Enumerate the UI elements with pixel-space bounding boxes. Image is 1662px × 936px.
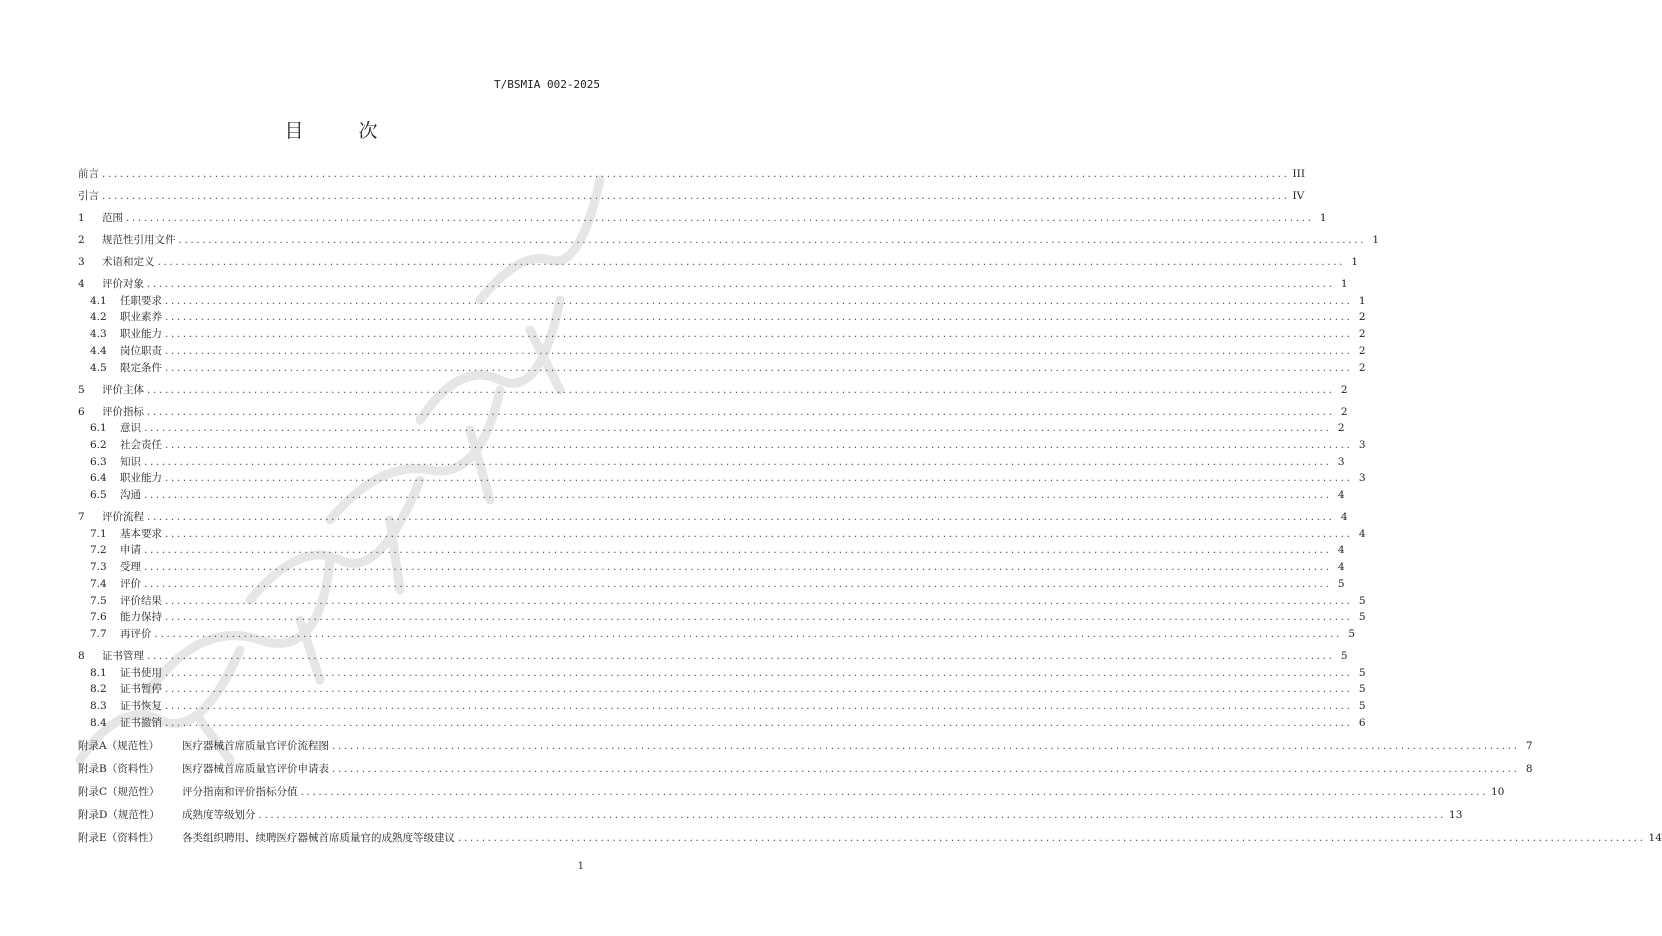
toc-entry-page: 2 xyxy=(1358,361,1366,374)
toc-entry-label: 规范性引用文件 xyxy=(102,234,176,246)
toc-dot-leader: ........................................................................................................................................................................................................ xyxy=(258,808,1447,821)
toc-dot-leader: ........................................................................................................................................................................................................ xyxy=(165,328,1353,341)
toc-entry-page: 7 xyxy=(1525,739,1533,752)
toc-entry-page: 1 xyxy=(1358,294,1366,307)
toc-entry[interactable] xyxy=(78,830,1662,846)
toc-dot-leader: ........................................................................................................................................................................................................ xyxy=(126,212,1314,224)
toc-entry-label: 评分指南和评价指标分值 xyxy=(182,785,298,798)
toc-entry-page: 4 xyxy=(1358,527,1366,540)
toc-entry[interactable] xyxy=(78,254,1359,270)
toc-dot-leader: ........................................................................................................................................................................................................ xyxy=(102,190,1290,202)
toc-dot-leader: ........................................................................................................................................................................................................ xyxy=(165,344,1353,357)
toc-entry-number: 3 xyxy=(78,256,85,268)
toc-entry-number: 附录E（资料性） xyxy=(78,831,160,844)
toc-entry-label: 职业能力 xyxy=(120,472,162,485)
toc-entry-label: 术语和定义 xyxy=(102,256,155,268)
toc-entry-number: 7.3 xyxy=(90,561,107,574)
toc-dot-leader: ........................................................................................................................................................................................................ xyxy=(178,234,1367,246)
toc-entry-page: 13 xyxy=(1449,808,1463,821)
toc-entry-page: 10 xyxy=(1491,785,1505,798)
toc-entry-page: 1 xyxy=(1340,278,1348,290)
toc-entry[interactable] xyxy=(78,784,1505,800)
toc-entry-number: 附录D（规范性） xyxy=(78,808,160,821)
toc-entry[interactable] xyxy=(90,526,1366,542)
toc-dot-leader: ........................................................................................................................................................................................................ xyxy=(165,716,1353,729)
toc-entry-page: 5 xyxy=(1348,627,1356,640)
toc-entry-number: 4 xyxy=(78,278,85,290)
toc-entry-label: 引言 xyxy=(78,190,99,202)
toc-entry-label: 证书管理 xyxy=(102,649,144,662)
toc-entry-label: 证书撤销 xyxy=(120,716,162,729)
toc-dot-leader: ........................................................................................................................................................................................................ xyxy=(157,256,1346,268)
toc-entry[interactable] xyxy=(90,437,1366,453)
toc-dot-leader: ........................................................................................................................................................................................................ xyxy=(165,683,1353,696)
toc-entry-number: 附录B（资料性） xyxy=(78,762,160,775)
toc-dot-leader: ........................................................................................................................................................................................................ xyxy=(144,544,1332,557)
toc-entry-label: 证书使用 xyxy=(120,666,162,679)
toc-dot-leader: ........................................................................................................................................................................................................ xyxy=(300,785,1489,798)
toc-entry-page: 4 xyxy=(1337,544,1345,557)
toc-entry-page: 3 xyxy=(1337,455,1345,468)
toc-entry[interactable] xyxy=(90,470,1366,486)
toc-entry[interactable] xyxy=(78,738,1533,754)
toc-entry-label: 职业素养 xyxy=(120,311,162,324)
toc-dot-leader: ........................................................................................................................................................................................................ xyxy=(144,455,1332,468)
toc-entry-page: 1 xyxy=(1372,234,1380,246)
toc-dot-leader: ........................................................................................................................................................................................................ xyxy=(165,438,1353,451)
toc-dot-leader: ........................................................................................................................................................................................................ xyxy=(165,666,1353,679)
toc-entry-number: 6.5 xyxy=(90,489,107,501)
toc-dot-leader: ........................................................................................................................................................................................................ xyxy=(165,361,1353,374)
toc-entry-label: 能力保持 xyxy=(120,611,162,624)
toc-entry[interactable] xyxy=(90,626,1356,642)
toc-entry-page: 8 xyxy=(1525,762,1533,775)
toc-dot-leader: ........................................................................................................................................................................................................ xyxy=(147,383,1335,396)
toc-dot-leader: ........................................................................................................................................................................................................ xyxy=(165,294,1353,307)
toc-entry-number: 8 xyxy=(78,649,85,662)
toc-entry-number: 7.6 xyxy=(90,611,107,624)
toc-entry-number: 7.2 xyxy=(90,544,107,557)
toc-entry-page: 1 xyxy=(1319,212,1327,224)
toc-entry[interactable] xyxy=(78,648,1348,664)
toc-dot-leader: ........................................................................................................................................................................................................ xyxy=(147,511,1335,523)
toc-entry-number: 8.4 xyxy=(90,716,107,729)
toc-entry-number: 6.2 xyxy=(90,438,107,451)
toc-entry[interactable] xyxy=(78,509,1348,525)
toc-entry[interactable] xyxy=(90,715,1366,731)
toc-dot-leader: ........................................................................................................................................................................................................ xyxy=(165,611,1353,624)
toc-entry-number: 4.4 xyxy=(90,344,107,357)
toc-entry-label: 意识 xyxy=(120,422,141,435)
toc-entry-page: 5 xyxy=(1358,666,1366,679)
toc-entry-label: 社会责任 xyxy=(120,438,162,451)
toc-entry-number: 8.2 xyxy=(90,683,107,696)
toc-dot-leader: ........................................................................................................................................................................................................ xyxy=(165,527,1353,540)
toc-entry[interactable] xyxy=(78,166,1305,182)
toc-entry-number: 7.5 xyxy=(90,594,107,607)
toc-entry-label: 岗位职责 xyxy=(120,344,162,357)
toc-entry-page: 5 xyxy=(1358,683,1366,696)
toc-entry-page: 2 xyxy=(1340,405,1348,418)
toc-dot-leader: ........................................................................................................................................................................................................ xyxy=(332,762,1520,775)
toc-entry-label: 前言 xyxy=(78,168,99,180)
toc-entry-label: 职业能力 xyxy=(120,328,162,341)
toc-entry-page: 5 xyxy=(1358,611,1366,624)
toc-entry-label: 评价流程 xyxy=(102,511,144,523)
toc-entry-page: 2 xyxy=(1358,328,1366,341)
toc-entry-number: 6 xyxy=(78,405,85,418)
toc-entry-page: 4 xyxy=(1337,561,1345,574)
toc-entry-number: 2 xyxy=(78,234,85,246)
toc-dot-leader: ........................................................................................................................................................................................................ xyxy=(144,489,1332,501)
toc-entry-label: 医疗器械首席质量官评价流程图 xyxy=(182,739,329,752)
toc-entry[interactable] xyxy=(90,609,1366,625)
toc-entry[interactable] xyxy=(90,698,1366,714)
toc-entry[interactable] xyxy=(90,576,1345,592)
page-number: 1 xyxy=(577,861,584,872)
toc-entry-number: 7.1 xyxy=(90,527,107,540)
toc-entry-label: 沟通 xyxy=(120,489,141,501)
toc-entry[interactable] xyxy=(78,276,1348,292)
toc-entry[interactable] xyxy=(78,232,1380,248)
toc-entry-label: 评价对象 xyxy=(102,278,144,290)
toc-entry[interactable] xyxy=(90,559,1345,575)
document-code: T/BSMIA 002-2025 xyxy=(494,78,600,91)
toc-entry-page: IV xyxy=(1292,190,1305,202)
toc-entry-page: 2 xyxy=(1340,383,1348,396)
page-title: 目 次 xyxy=(284,120,396,142)
toc-entry-label: 范围 xyxy=(102,212,123,224)
toc-dot-leader: ........................................................................................................................................................................................................ xyxy=(165,311,1353,324)
toc-entry[interactable] xyxy=(90,487,1345,503)
toc-entry-number: 附录C（规范性） xyxy=(78,785,160,798)
toc-entry[interactable] xyxy=(78,188,1305,204)
toc-entry-number: 5 xyxy=(78,383,85,396)
toc-entry-number: 6.4 xyxy=(90,472,107,485)
toc-entry-number: 8.3 xyxy=(90,700,107,712)
toc-dot-leader: ........................................................................................................................................................................................................ xyxy=(165,594,1353,607)
toc-entry-label: 受理 xyxy=(120,561,141,574)
toc-entry[interactable] xyxy=(90,326,1366,342)
toc-entry-label: 任职要求 xyxy=(120,294,162,307)
toc-dot-leader: ........................................................................................................................................................................................................ xyxy=(154,627,1343,640)
toc-entry-number: 6.1 xyxy=(90,422,107,435)
toc-entry[interactable] xyxy=(90,420,1345,436)
toc-entry-page: 6 xyxy=(1358,716,1366,729)
toc-entry-page: 5 xyxy=(1340,649,1348,662)
toc-dot-leader: ........................................................................................................................................................................................................ xyxy=(458,831,1646,844)
toc-dot-leader: ........................................................................................................................................................................................................ xyxy=(144,561,1332,574)
toc-entry[interactable] xyxy=(90,454,1345,470)
toc-entry-label: 评价指标 xyxy=(102,405,144,418)
toc-dot-leader: ........................................................................................................................................................................................................ xyxy=(102,168,1290,180)
toc-dot-leader: ........................................................................................................................................................................................................ xyxy=(147,278,1335,290)
toc-entry[interactable] xyxy=(78,404,1348,420)
toc-entry-page: 14 xyxy=(1648,831,1662,844)
toc-entry[interactable] xyxy=(90,343,1366,359)
toc-entry-number: 4.5 xyxy=(90,361,107,374)
toc-entry-label: 申请 xyxy=(120,544,141,557)
toc-entry[interactable] xyxy=(78,382,1348,398)
toc-entry-page: 5 xyxy=(1358,700,1366,712)
toc-entry-label: 基本要求 xyxy=(120,527,162,540)
toc-dot-leader: ........................................................................................................................................................................................................ xyxy=(165,472,1353,485)
toc-entry-label: 评价主体 xyxy=(102,383,144,396)
toc-entry[interactable] xyxy=(90,593,1366,609)
toc-entry-label: 评价 xyxy=(120,577,141,590)
toc-entry[interactable] xyxy=(78,761,1533,777)
toc-dot-leader: ........................................................................................................................................................................................................ xyxy=(144,422,1332,435)
toc-entry-page: 4 xyxy=(1337,489,1345,501)
toc-entry-page: III xyxy=(1292,168,1305,180)
toc-entry-number: 4.1 xyxy=(90,294,107,307)
toc-entry-page: 2 xyxy=(1337,422,1345,435)
toc-dot-leader: ........................................................................................................................................................................................................ xyxy=(147,405,1335,418)
toc-entry-number: 7.7 xyxy=(90,627,107,640)
toc-dot-leader: ........................................................................................................................................................................................................ xyxy=(332,739,1520,752)
toc-entry[interactable] xyxy=(90,360,1366,376)
toc-entry-number: 附录A（规范性） xyxy=(78,739,160,752)
toc-entry-page: 2 xyxy=(1358,344,1366,357)
toc-entry-page: 3 xyxy=(1358,438,1366,451)
toc-dot-leader: ........................................................................................................................................................................................................ xyxy=(147,649,1335,662)
toc-entry-number: 6.3 xyxy=(90,455,107,468)
toc-entry-page: 5 xyxy=(1337,577,1345,590)
toc-entry-number: 7.4 xyxy=(90,577,107,590)
toc-entry[interactable] xyxy=(90,681,1366,697)
toc-entry[interactable] xyxy=(90,542,1345,558)
toc-entry-number: 1 xyxy=(78,212,85,224)
toc-entry[interactable] xyxy=(78,807,1463,823)
toc-entry-number: 7 xyxy=(78,511,85,523)
toc-entry-label: 证书暂停 xyxy=(120,683,162,696)
toc-entry-label: 再评价 xyxy=(120,627,152,640)
toc-dot-leader: ........................................................................................................................................................................................................ xyxy=(144,577,1332,590)
toc-entry-page: 5 xyxy=(1358,594,1366,607)
toc-entry-page: 4 xyxy=(1340,511,1348,523)
toc-entry-page: 2 xyxy=(1358,311,1366,324)
toc-entry[interactable] xyxy=(90,309,1366,325)
toc-entry-number: 4.3 xyxy=(90,328,107,341)
toc-entry-number: 4.2 xyxy=(90,311,107,324)
toc-entry-label: 成熟度等级划分 xyxy=(182,808,256,821)
toc-entry-number: 8.1 xyxy=(90,666,107,679)
toc-entry[interactable] xyxy=(90,293,1366,309)
toc-entry[interactable] xyxy=(90,665,1366,681)
toc-entry[interactable] xyxy=(78,210,1327,226)
toc-entry-label: 医疗器械首席质量官评价申请表 xyxy=(182,762,329,775)
toc-entry-label: 证书恢复 xyxy=(120,700,162,712)
toc-entry-label: 知识 xyxy=(120,455,141,468)
toc-entry-page: 1 xyxy=(1351,256,1359,268)
toc-dot-leader: ........................................................................................................................................................................................................ xyxy=(165,700,1353,712)
toc-entry-label: 各类组织聘用、续聘医疗器械首席质量官的成熟度等级建议 xyxy=(182,831,455,844)
toc-entry-label: 限定条件 xyxy=(120,361,162,374)
toc-entry-label: 评价结果 xyxy=(120,594,162,607)
toc-entry-page: 3 xyxy=(1358,472,1366,485)
